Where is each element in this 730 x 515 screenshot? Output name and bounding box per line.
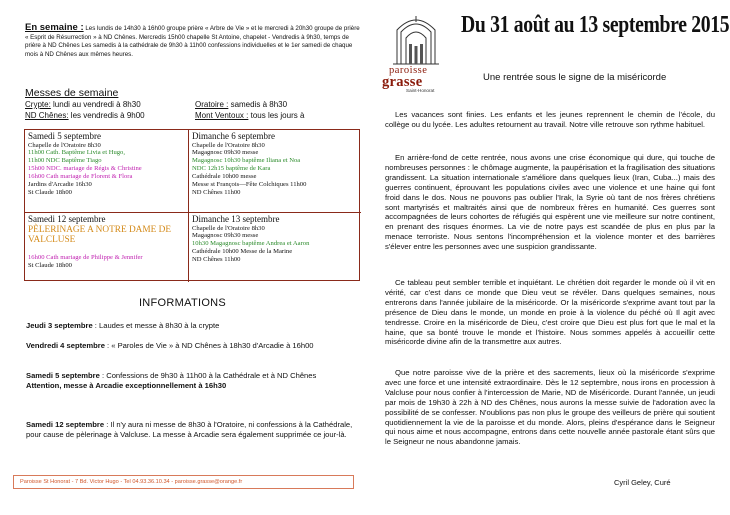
schedule-line: Magagnosc 09h30 messe — [192, 149, 259, 157]
info-item-3: Samedi 5 septembre : Confessions de 9h30 à 11h00 à la Cathédrale et à ND Chênes Attention, messe à Arcadie exceptionnellement à 16h30 — [26, 371, 317, 390]
weekly-heading: En semaine : — [25, 22, 84, 33]
mass-mont-ventoux: Mont Ventoux : tous les jours à — [195, 111, 305, 120]
schedule-day: Samedi 12 septembre — [28, 214, 106, 224]
mass-oratoire: Oratoire : samedis à 8h30 — [195, 100, 288, 109]
schedule-line: 16h00 Cath mariage de Philippe & Jennifer — [28, 253, 143, 261]
parish-logo — [375, 8, 457, 93]
schedule-day: Dimanche 13 septembre — [192, 214, 280, 224]
bulletin-title: Du 31 août au 13 septembre 2015 — [461, 12, 730, 38]
schedule-cell-sun-13 — [189, 213, 361, 282]
paragraph-2: En arrière-fond de cette rentrée, nous avons une crise économique qui dure, qui touche de nombreuses personnes : le chômage augmente, la paupérisation et la fragilisation des situations grandissent. La situation internationale s'améliore dans quelques lieux (Iran, Cuba...) mais des guerres continuent, éprouvant les populations civiles avec une violence et une haine qui font froid dans le dos. Nous ne pouvons pas oublier l'Irak, la Syrie où tant de nos frères chrétiens sont martyrisés et maltraités ainsi que de nombreux frères en humanité. Ces guerres sont accompagnées de leurs cohortes de réfugiés qui espèrent une vie meilleure sur notre continent, en prenant des risques énormes. La vie de notre pays est scandée de plus en plus par la menace terroriste. Nous sentons l'incompréhension et la violence monter et des barrières s'élever entre les personnes avec une suspicion grandissante. — [385, 153, 715, 252]
schedule-line: 16h00 Cath mariage de Florent & Flora — [28, 173, 133, 181]
info-item-2: Vendredi 4 septembre : « Paroles de Vie » à ND Chênes à 18h30 d'Arcadie à 16h00 — [26, 341, 314, 350]
paragraph-4: Que notre paroisse vive de la prière et des sacrements, lieux où la miséricorde s'exprime avec une force et une intensité extraordinaire. Dès le 12 septembre, nous irons en procession à Valcluse pour nous confier à l'intercession de Marie, ND de Miséricorde. Durant l'année, un jeudi par mois de 19h30 à 22h à ND des Chênes, nous aurons la messe suivie de l'adoration avec la possibilité de se confesser. N'oublions pas non plus le groupe des veilleurs de prière qui soutient quotidiennement la vie de la paroisse et du monde. Alors, pleins d'espérance dans le Seigneur qui nous aime et nous accompagne, entrons dans cette nouvelle année pastorale étant sûrs que le Seigneur ne nous abandonne jamais. — [385, 368, 715, 447]
schedule-line: Magagnosc 10h30 baptême Iliana et Noa — [192, 157, 301, 165]
contact-footer: Paroisse St Honorat - 7 Bd. Victor Hugo - Tel 04.93.36.10.34 - paroisse.grasse@orange.fr — [13, 475, 354, 489]
informations-title: INFORMATIONS — [138, 297, 227, 309]
schedule-cell-sat-12 — [25, 213, 189, 282]
mass-crypte: Crypte: lundi au vendredi à 8h30 — [25, 100, 141, 109]
schedule-line: Cathédrale 10h00 Messe de la Marine — [192, 248, 293, 256]
schedule-line: 11h00 NDC Baptême Tiago — [28, 157, 102, 165]
schedule-cell-sun-6 — [189, 130, 361, 213]
weekly-groups — [25, 24, 360, 59]
schedule-day: Dimanche 6 septembre — [192, 131, 275, 141]
schedule-line: St Claude 18h00 — [28, 188, 72, 196]
schedule-line: St Claude 18h00 — [28, 261, 72, 269]
church-arch-icon — [375, 8, 457, 68]
schedule-line: Jardins d'Arcadie 16h30 — [28, 181, 92, 189]
schedule-line: Messe st François—Fête Colchiques 11h00 — [192, 181, 307, 189]
paragraph-3: Ce tableau peut sembler terrible et inquiétant. Le chrétien doit regarder le monde où il vit en vérité, car c'est dans ce monde que Dieu veut se révéler. Dans quelques semaines, nous entrerons dans l'année jubilaire de la miséricorde. Or la miséricorde s'exprime avant tout par la présence de Dieu dans le monde, un monde en proie à la violence du péché où Il agit avec tendresse. Croire en la miséricorde de Dieu, c'est croire que Dieu est plus fort que le mal et la haine, que sa bonté trouve le monde et l'histoire. Nous sommes appelés à accueillir cette miséricorde divine afin de la transmettre aux autres. — [385, 278, 715, 347]
weekly-masses-title: Messes de semaine — [25, 87, 119, 99]
paragraph-1: Les vacances sont finies. Les enfants et les jeunes reprennent le chemin de l'école, du collège ou du lycée. Les adultes retournent au travail. Notre ville retrouve son rythme habituel. — [385, 110, 715, 129]
logo-word-paroisse: paroisse — [389, 65, 428, 76]
right-page — [365, 0, 730, 515]
pilgrimage-notice: PÈLERINAGE A NOTRE DAME DE VALCLUSE — [28, 224, 172, 245]
bulletin-subtitle: Une rentrée sous le signe de la miséricorde — [483, 72, 667, 83]
logo-word-saint-honorat: Saint-Honorat — [406, 88, 435, 93]
schedule-line: 10h30 Magagnosc baptême Andrea et Aaron — [192, 240, 310, 248]
schedule-cell-sat-5 — [25, 130, 189, 213]
schedule-line: ND Chênes 11h00 — [192, 188, 241, 196]
schedule-grid — [24, 129, 360, 281]
schedule-line: NDC 12h15 baptême de Kara — [192, 165, 271, 173]
schedule-day: Samedi 5 septembre — [28, 131, 101, 141]
weekly-text: Les lundis de 14h30 à 16h00 groupe prière « Arbre de Vie » et le mercredi à 20h30 groupe de prière « Esprit de Résurrection » à ND Chênes. Mercredis 15h00 chapelle St Antoine, chapelet - Vendredis à 9h30, temps de prière à ND Chênes Les samedis à la cathédrale de 9h30 à 11h00 confessions individuelles et le 1er samedi de chaque mois à ND Chênes aux mêmes heures. — [25, 25, 360, 58]
schedule-line: Chapelle de l'Oratoire 8h30 — [192, 141, 265, 149]
schedule-line: Cathédrale 10h00 messe — [192, 173, 257, 181]
schedule-line: 15h00 NDC. mariage de Régis & Christine — [28, 165, 142, 173]
schedule-line: Magagnosc 09h30 messe — [192, 232, 259, 240]
logo-word-grasse: grasse — [382, 74, 423, 90]
schedule-line: ND Chênes 11h00 — [192, 256, 241, 264]
mass-nd-chenes: ND Chênes: les vendredis à 9h00 — [25, 111, 145, 120]
info-item-4: Samedi 12 septembre : Il n'y aura ni messe de 8h30 à l'Oratoire, ni confessions à la Cathédrale, pour cause de pèlerinage à Valcluse. La messe à Arcadie sera également supprimée ce jour-là. — [26, 420, 353, 439]
schedule-line: Chapelle de l'Oratoire 8h30 — [28, 141, 101, 149]
schedule-line: Chapelle de l'Oratoire 8h30 — [192, 224, 265, 232]
signature: Cyril Geley, Curé — [614, 478, 671, 487]
info-item-1: Jeudi 3 septembre : Laudes et messe à 8h30 à la crypte — [26, 321, 220, 330]
schedule-line: 11h00 Cath. Baptême Livia et Hugo, — [28, 149, 125, 157]
